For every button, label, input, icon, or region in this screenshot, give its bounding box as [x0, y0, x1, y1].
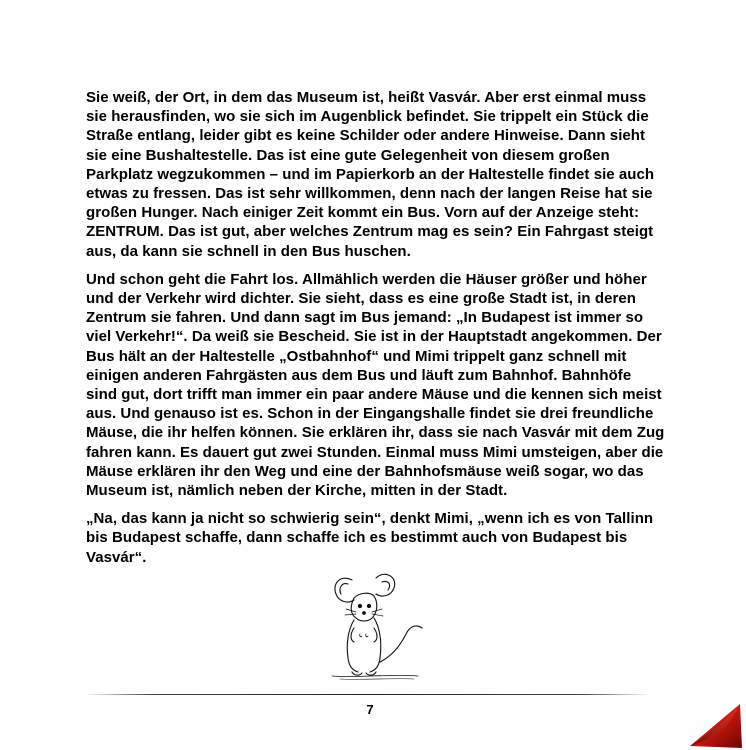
- paragraph-3: „Na, das kann ja nicht so schwierig sein“, denkt Mimi, „wenn ich es von Tallinn bis Budapest schaffe, dann schaffe ich es bestimmt auch von Budapest bis Vasvár“.: [86, 510, 654, 566]
- page-number: 7: [366, 702, 374, 717]
- paragraph-1: Sie weiß, der Ort, in dem das Museum ist, heißt Vasvár. Aber erst einmal muss sie herausfinden, wo sie sich im Augenblick befindet. Sie trippelt ein Stück die Straße entlang, leider gibt es keine Schilder oder andere Hinweise. Dann sieht sie eine Bushaltestelle. Das ist eine gute Gelegenheit von diesem großen Parkplatz wegzukommen – und im Papierkorb an der Haltestelle findet sie auch etwas zu fressen. Das ist sehr willkommen, denn nach der langen Reise hat sie großen Hunger. Nach einiger Zeit kommt ein Bus. Vorn auf der Anzeige steht: ZENTRUM. Das ist gut, aber welches Zentrum mag es sein? Ein Fahrgast steigt aus, da kann sie schnell in den Bus huschen.: [86, 89, 655, 260]
- page-curl-icon[interactable]: [686, 694, 746, 750]
- footer-divider: [84, 694, 650, 695]
- story-text: [86, 88, 666, 576]
- mouse-illustration: [326, 572, 426, 682]
- paragraph-2: Und schon geht die Fahrt los. Allmählich werden die Häuser größer und höher und der Verkehr wird dichter. Sie sieht, dass es eine große Stadt ist, in deren Zentrum sie fahren. Und dann sagt im Bus jemand: „In Budapest ist immer so viel Verkehr!“. Da weiß sie Bescheid. Sie ist in der Hauptstadt angekommen. Der Bus hält an der Haltestelle „Ostbahnhof“ und Mimi trippelt ganz schnell mit einigen anderen Fahrgästen aus dem Bus und läuft zum Bahnhof. Bahnhöfe sind gut, dort trifft man immer ein paar andere Mäuse und die kennen sich meist aus. Und genauso ist es. Schon in der Eingangshalle findet sie drei freundliche Mäuse, die ihr helfen können. Sie erklären ihr, dass sie nach Vasvár mit dem Zug fahren kann. Es dauert gut zwei Stunden. Einmal muss Mimi umsteigen, aber die Mäuse erklären ihr den Weg und eine der Bahnhofsmäuse weiß sogar, wo das Museum ist, nämlich neben der Kirche, mitten in der Stadt.: [86, 270, 665, 500]
